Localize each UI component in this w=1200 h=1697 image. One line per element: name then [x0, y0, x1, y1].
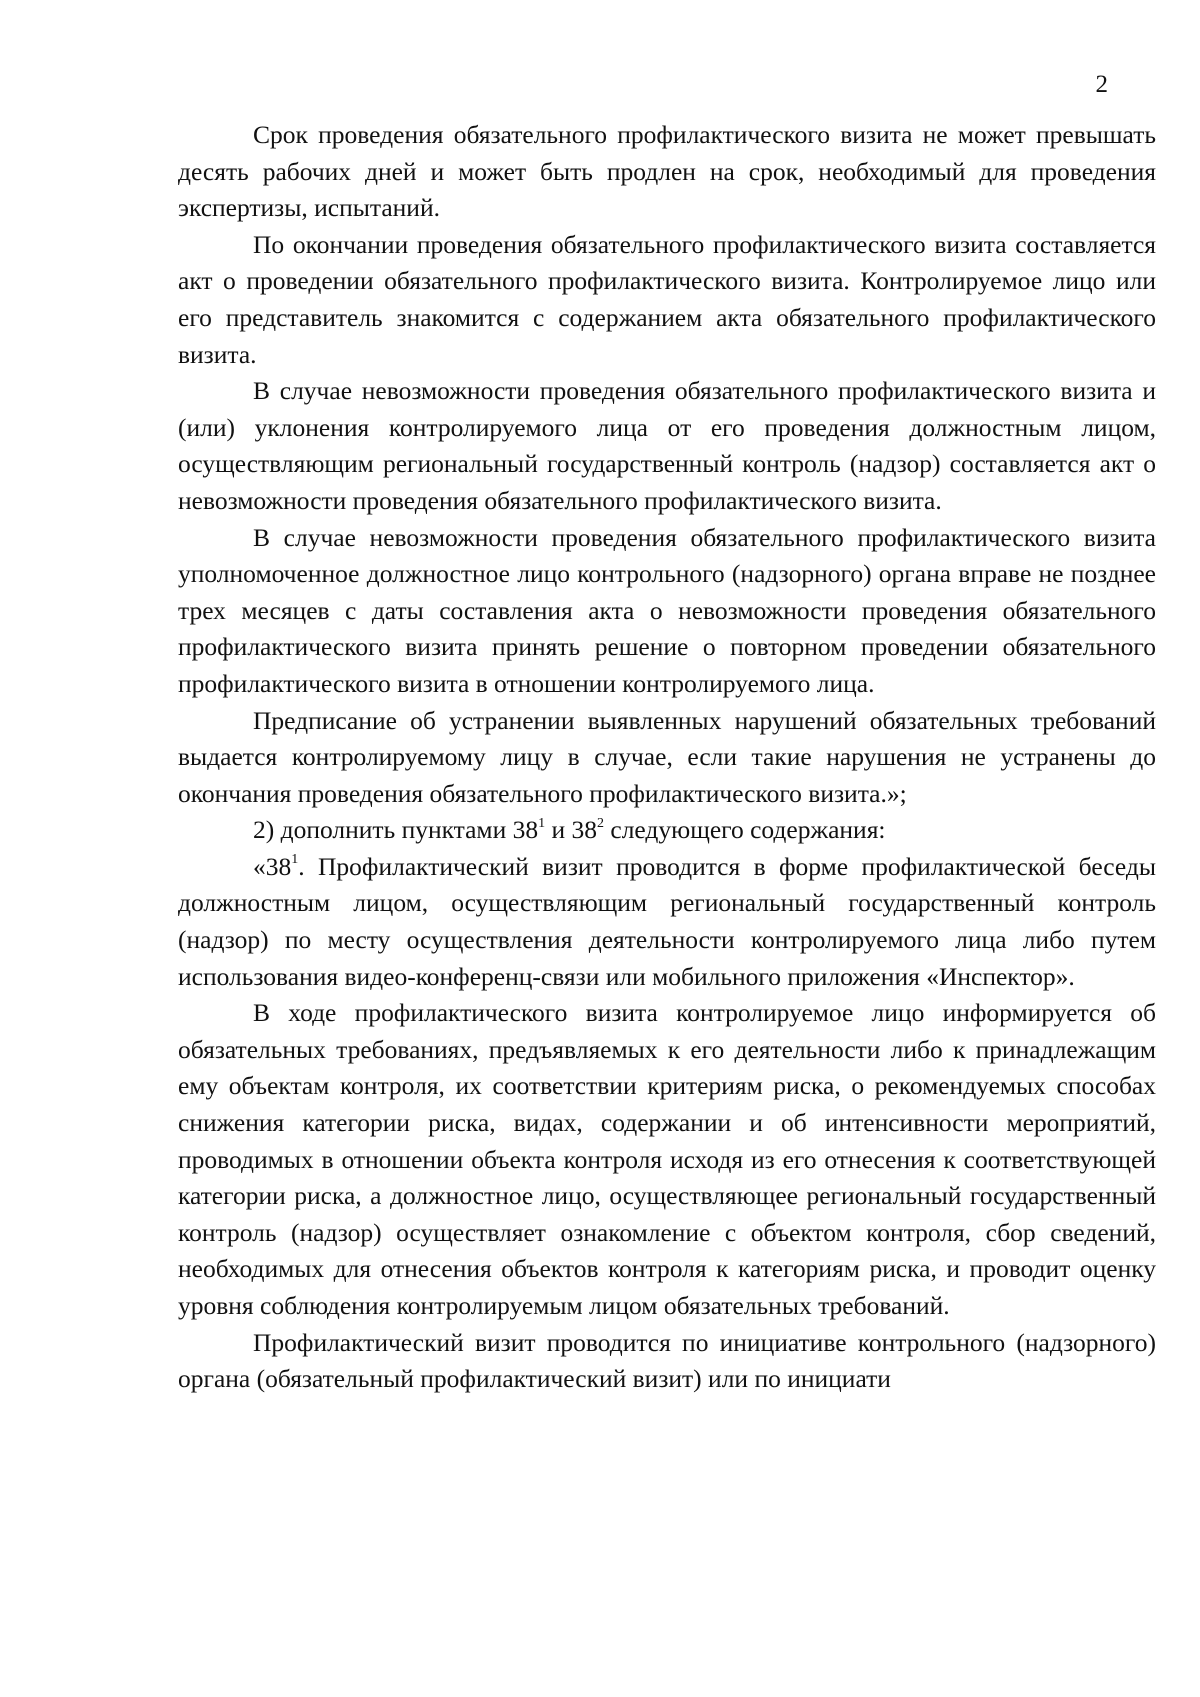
clause-text-b: . Профилактический визит проводится в форме профилактической беседы должностным лицом, осуществляющим региональный государственный контроль (надзор) по месту осуществления деятельности контролируемого лица либо путем использования видео-конференц-связи или мобильного приложения «Инспектор».: [178, 851, 1156, 991]
superscript-1: 1: [538, 815, 546, 831]
superscript-2: 2: [597, 815, 605, 831]
paragraph-visit-duration: Срок проведения обязательного профилактического визита не может превышать десять рабочих дней и может быть продлен на срок, необходимый для проведения экспертизы, испытаний.: [178, 120, 1156, 223]
amendment-text-b: и 38: [545, 815, 598, 845]
paragraph-repeat-visit: В случае невозможности проведения обязательного профилактического визита уполномоченное должностное лицо контрольного (надзорного) органа вправе не позднее трех месяцев с даты составления акта о невозможности проведения обязательного профилактического визита принять решение о повторном проведении обязательного профилактического визита в отношении контролируемого лица.: [178, 522, 1156, 698]
paragraph-amendment: [178, 812, 1156, 849]
superscript-1: 1: [291, 852, 299, 868]
paragraph-impossibility-act: В случае невозможности проведения обязательного профилактического визита и (или) уклонения контролируемого лица от его проведения должностным лицом, осуществляющим региональный государственный контроль (надзор) составляется акт о невозможности проведения обязательного профилактического визита.: [178, 376, 1156, 515]
amendment-text-a: 2) дополнить пунктами 38: [253, 815, 539, 845]
paragraph-visit-initiative: Профилактический визит проводится по инициативе контрольного (надзорного) органа (обязательный профилактический визит) или по инициати: [178, 1327, 1156, 1394]
clause-text-a: «38: [253, 851, 292, 881]
page-number: 2: [1095, 71, 1108, 98]
amendment-text-c: следующего содержания:: [604, 815, 886, 845]
paragraph-prescription: Предписание об устранении выявленных нарушений обязательных требований выдается контролируемому лицу в случае, если такие нарушения не устранены до окончания проведения обязательного профилактического визита.»;: [178, 705, 1156, 808]
paragraph-visit-act: По окончании проведения обязательного профилактического визита составляется акт о проведении обязательного профилактического визита. Контролируемое лицо или его представитель знакомится с содержанием акта обязательного профилактического визита.: [178, 229, 1156, 369]
document-body: [178, 117, 1156, 1398]
paragraph-clause-38-1: [178, 849, 1156, 995]
paragraph-visit-content: В ходе профилактического визита контролируемое лицо информируется об обязательных требованиях, предъявляемых к его деятельности либо к принадлежащим ему объектам контроля, их соответствии критериям риска, о рекомендуемых способах снижения категории риска, видах, содержании и об интенсивности мероприятий, проводимых в отношении объекта контроля исходя из его отнесения к соответствующей категории риска, а должностное лицо, осуществляющее региональный государственный контроль (надзор) осуществляет ознакомление с объектом контроля, сбор сведений, необходимых для отнесения объектов контроля к категориям риска, и проводит оценку уровня соблюдения контролируемым лицом обязательных требований.: [178, 998, 1156, 1320]
